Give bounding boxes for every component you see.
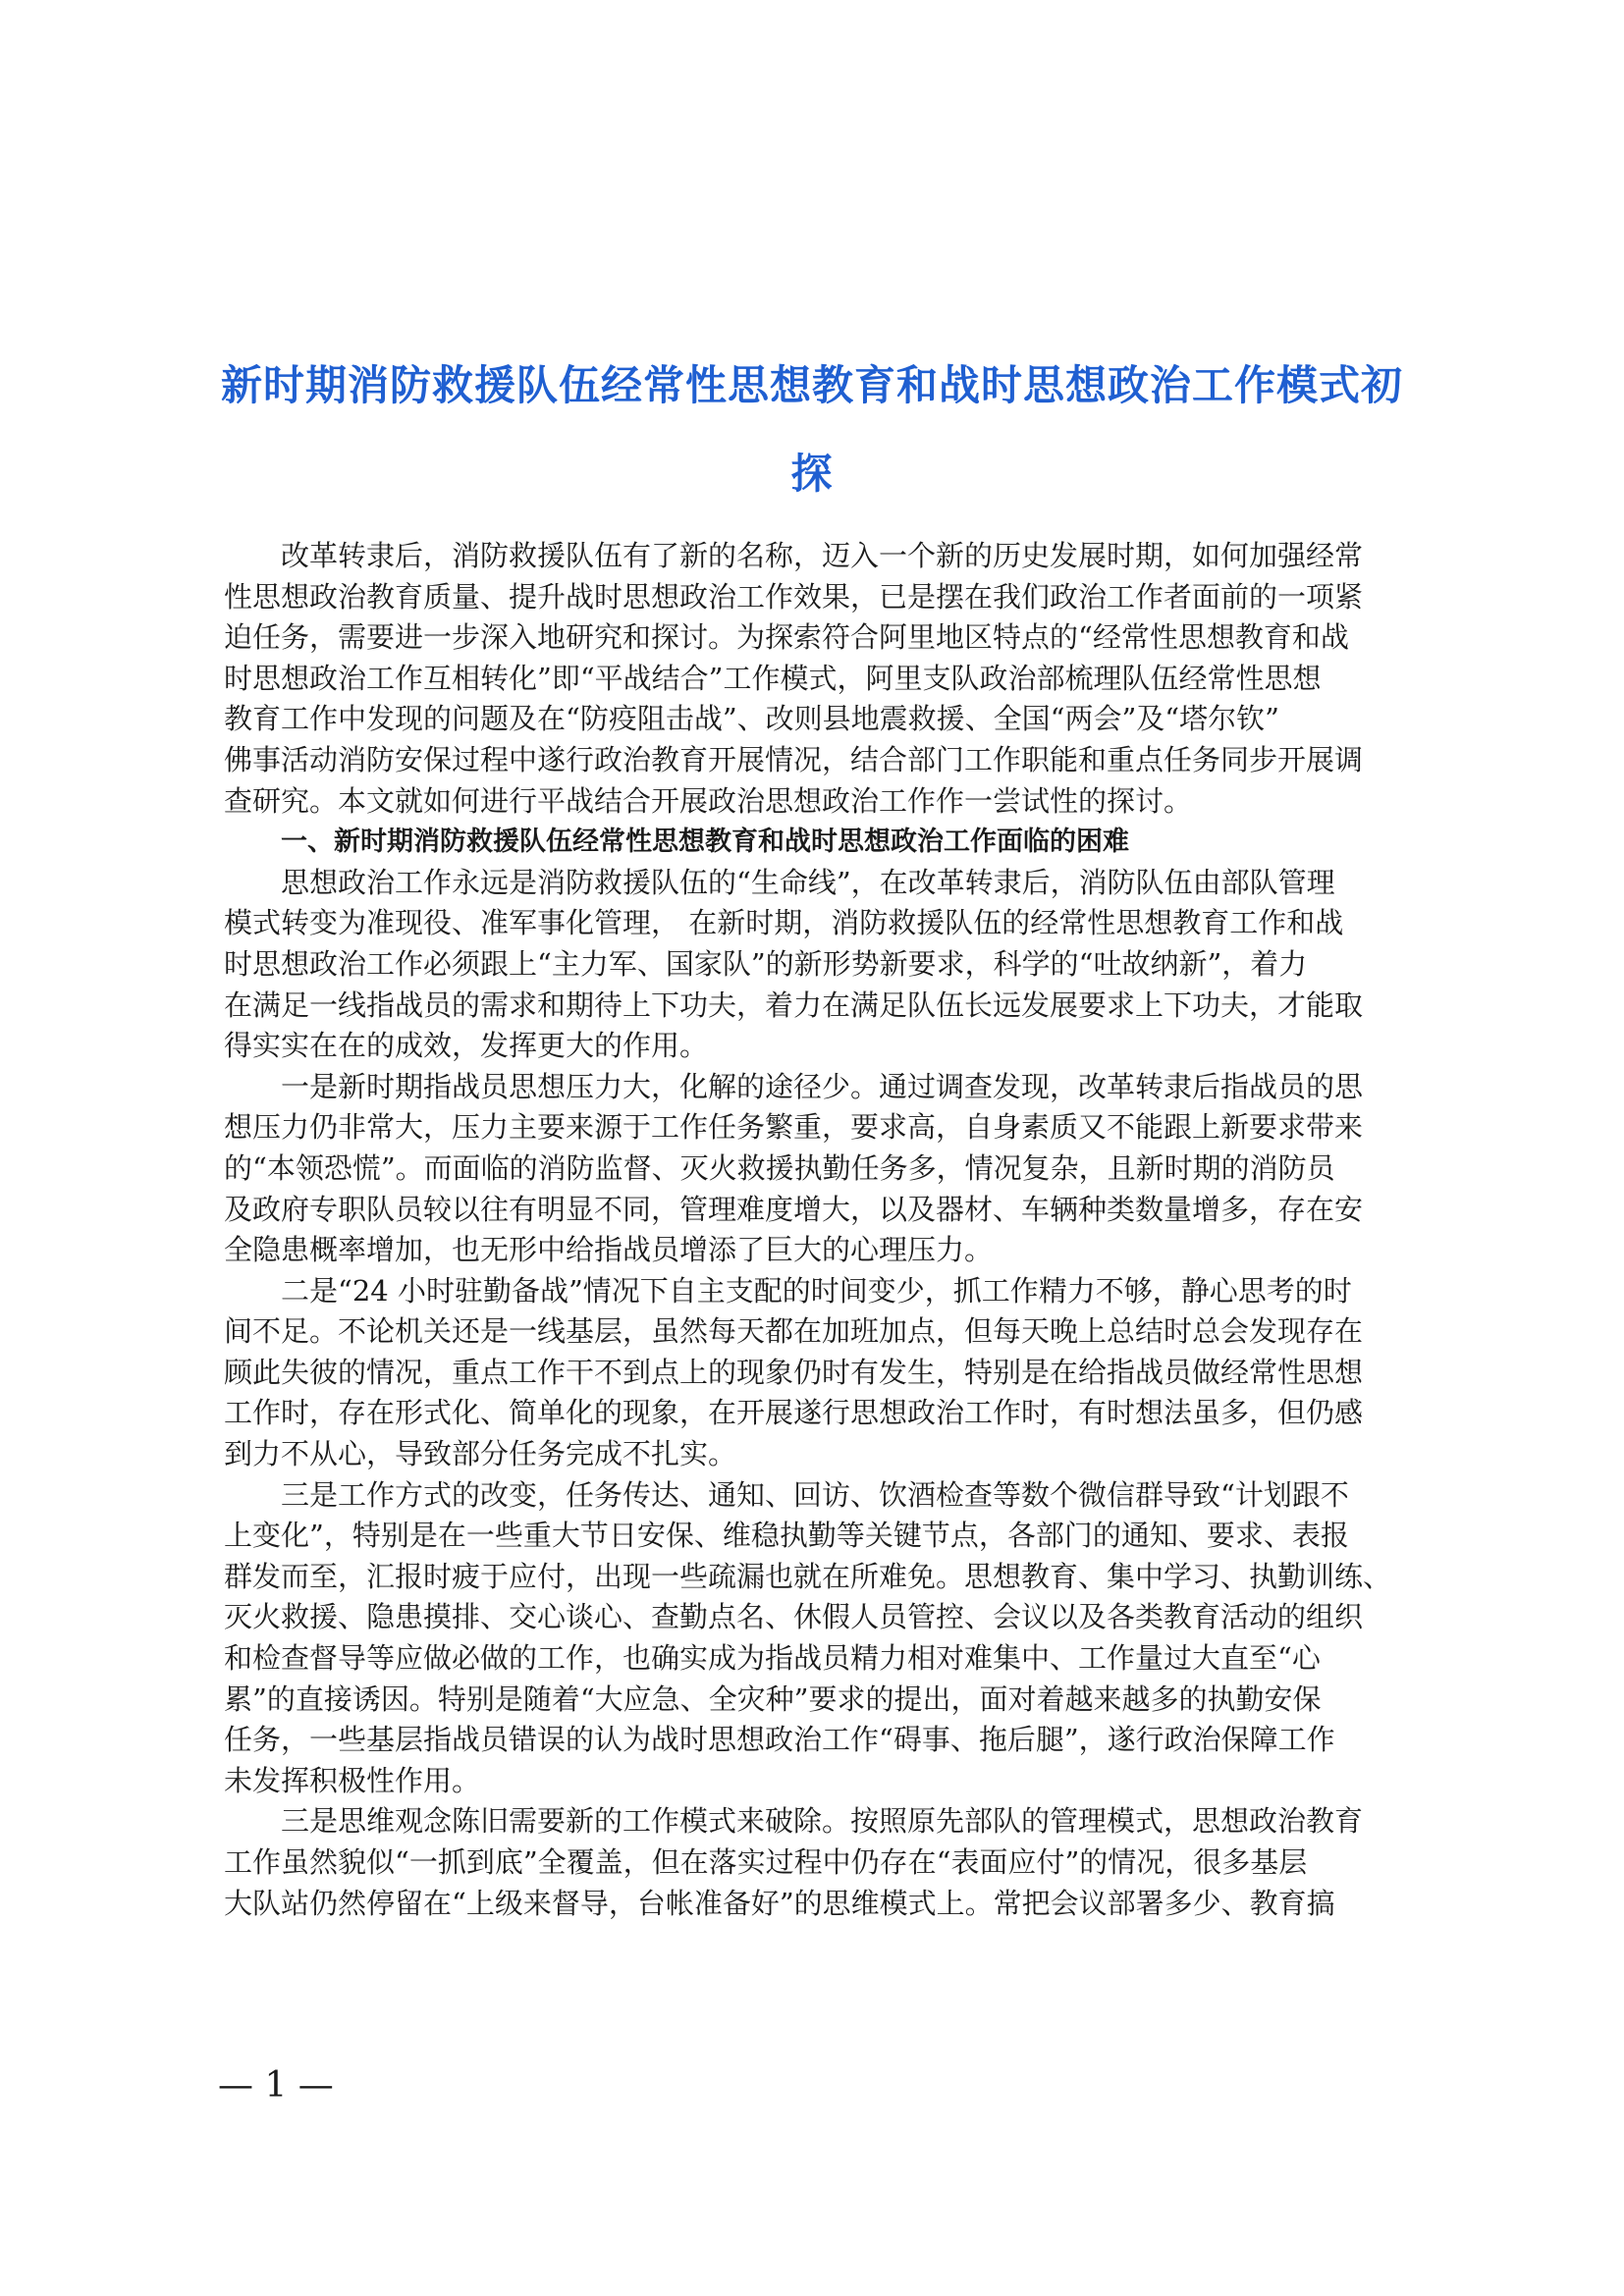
text-line: 性思想政治教育质量、提升战时思想政治工作效果，已是摆在我们政治工作者面前的一项紧 — [224, 579, 1364, 614]
text-line: 得实实在在的成效，发挥更大的作用。 — [224, 1029, 709, 1063]
body-paragraph — [224, 1067, 1422, 1271]
document-title — [196, 342, 1428, 518]
body-paragraph — [224, 863, 1422, 1067]
text-line: 教育工作中发现的问题及在“防疫阻击战”、改则县地震救援、全国“两会”及“塔尔钦” — [224, 702, 1279, 736]
title-line: 探 — [790, 450, 834, 498]
text-line: 想压力仍非常大，压力主要来源于工作任务繁重，要求高，自身素质又不能跟上新要求带来 — [224, 1110, 1364, 1145]
text-line: 未发挥积极性作用。 — [224, 1763, 481, 1797]
text-line: 累”的直接诱因。特别是随着“大应急、全灾种”要求的提出，面对着越来越多的执勤安保 — [224, 1682, 1322, 1716]
body-paragraph — [224, 536, 1422, 822]
text-line: 的“本领恐慌”。而面临的消防监督、灭火救援执勤任务多，情况复杂，且新时期的消防员 — [224, 1150, 1335, 1185]
text-line: 大队站仍然停留在“上级来督导，台帐准备好”的思维模式上。常把会议部署多少、教育搞 — [224, 1886, 1335, 1920]
text-line: 查研究。本文就如何进行平战结合开展政治思想政治工作作一尝试性的探讨。 — [224, 783, 1193, 818]
text-line: 和检查督导等应做必做的工作，也确实成为指战员精力相对难集中、工作量过大直至“心 — [224, 1641, 1321, 1676]
text-line: 三是思维观念陈旧需要新的工作模式来破除。按照原先部队的管理模式，思想政治教育 — [281, 1804, 1364, 1839]
text-line: 二是“24 小时驻勤备战”情况下自主支配的时间变少，抓工作精力不够，静心思考的时 — [281, 1273, 1352, 1308]
page-number: — 1 — — [218, 2065, 334, 2106]
body-paragraph — [224, 1475, 1422, 1802]
text-line: 时思想政治工作互相转化”即“平战结合”工作模式，阿里支队政治部梳理队伍经常性思想 — [224, 661, 1322, 695]
text-line: 在满足一线指战员的需求和期待上下功夫，着力在满足队伍长远发展要求上下功夫，才能取 — [224, 988, 1364, 1022]
text-line: 一、新时期消防救援队伍经常性思想教育和战时思想政治工作面临的困难 — [281, 827, 1129, 858]
text-line: 思想政治工作永远是消防救援队伍的“生命线”，在改革转隶后，消防队伍由部队管理 — [281, 865, 1335, 899]
text-line: 三是工作方式的改变，任务传达、通知、回访、饮酒检查等数个微信群导致“计划跟不 — [281, 1477, 1349, 1512]
document-body — [224, 536, 1422, 1924]
title-line: 新时期消防救援队伍经常性思想教育和战时思想政治工作模式初 — [220, 361, 1403, 409]
text-line: 上变化”，特别是在一些重大节日安保、维稳执勤等关键节点，各部门的通知、要求、表报 — [224, 1519, 1349, 1553]
body-paragraph — [224, 1271, 1422, 1475]
text-line: 到力不从心，导致部分任务完成不扎实。 — [224, 1437, 737, 1471]
text-line: 迫任务，需要进一步深入地研究和探讨。为探索符合阿里地区特点的“经常性思想教育和战 — [224, 620, 1349, 655]
text-line: 工作虽然貌似“一抓到底”全覆盖，但在落实过程中仍存在“表面应付”的情况，很多基层 — [224, 1845, 1308, 1879]
text-line: 任务，一些基层指战员错误的认为战时思想政治工作“碍事、拖后腿”，遂行政治保障工作 — [224, 1723, 1335, 1757]
text-line: 群发而至，汇报时疲于应付，出现一些疏漏也就在所难免。思想教育、集中学习、执勤训练、 — [224, 1559, 1392, 1593]
text-line: 间不足。不论机关还是一线基层，虽然每天都在加班加点，但每天晚上总结时总会发现存在 — [224, 1314, 1364, 1349]
text-line: 模式转变为准现役、准军事化管理， 在新时期，消防救援队伍的经常性思想教育工作和战 — [224, 906, 1344, 940]
text-line: 一是新时期指战员思想压力大，化解的途径少。通过调查发现，改革转隶后指战员的思 — [281, 1069, 1364, 1103]
text-line: 及政府专职队员较以往有明显不同，管理难度增大，以及器材、车辆种类数量增多，存在安 — [224, 1192, 1364, 1226]
text-line: 时思想政治工作必须跟上“主力军、国家队”的新形势新要求，科学的“吐故纳新”，着力 — [224, 946, 1308, 981]
text-line: 工作时，存在形式化、简单化的现象，在开展遂行思想政治工作时，有时想法虽多，但仍感 — [224, 1396, 1364, 1430]
text-line: 全隐患概率增加，也无形中给指战员增添了巨大的心理压力。 — [224, 1233, 994, 1267]
section-heading — [224, 822, 1422, 863]
body-paragraph — [224, 1801, 1422, 1924]
text-line: 改革转隶后，消防救援队伍有了新的名称，迈入一个新的历史发展时期，如何加强经常 — [281, 539, 1364, 572]
text-line: 顾此失彼的情况，重点工作干不到点上的现象仍时有发生，特别是在给指战员做经常性思想 — [224, 1355, 1364, 1389]
text-line: 佛事活动消防安保过程中遂行政治教育开展情况，结合部门工作职能和重点任务同步开展调 — [224, 742, 1364, 776]
text-line: 灭火救援、隐患摸排、交心谈心、查勤点名、休假人员管控、会议以及各类教育活动的组织 — [224, 1600, 1364, 1634]
